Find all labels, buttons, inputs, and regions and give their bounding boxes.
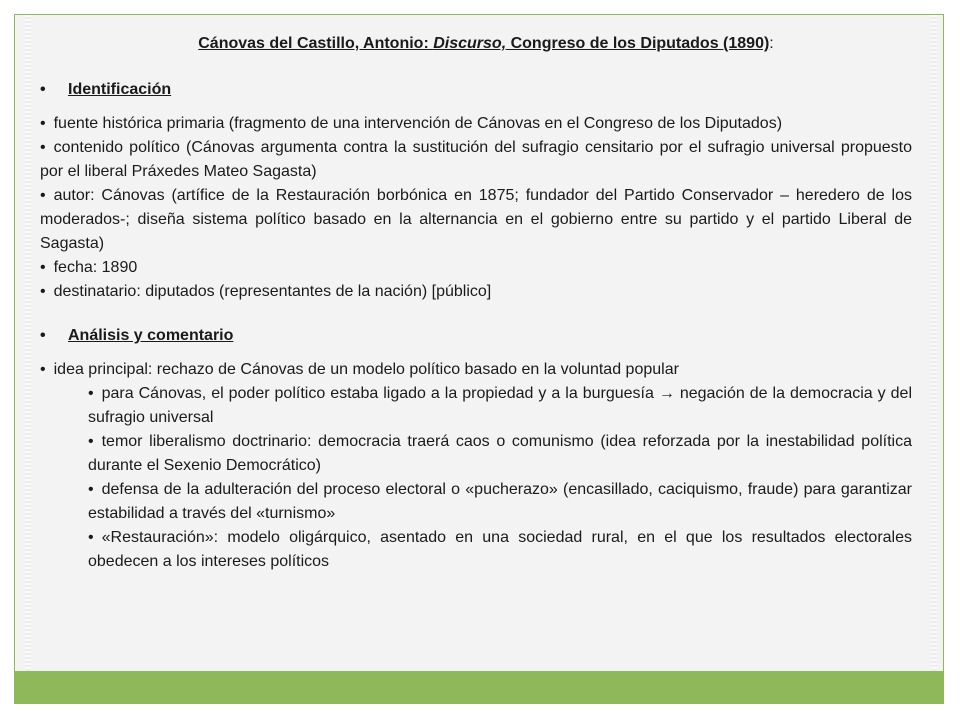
section-heading-label: Identificación [68,81,172,98]
section-heading-label: Análisis y comentario [68,327,234,344]
bullet-icon: • [40,283,46,300]
bullet-icon: • [40,259,46,276]
sub-list-item [40,430,912,478]
slide-content [40,32,912,574]
list-item [40,256,912,280]
sub-list-item-text: temor liberalismo doctrinario: democracia traerá caos o comunismo (idea reforzada por la inestabilidad política durante el Sexenio Democrático) [88,433,912,474]
bullet-icon: • [40,327,46,344]
footer-bar [14,671,944,704]
sub-list-item [40,526,912,574]
title-work: Discurso, [433,35,507,52]
sub-list-item [40,382,912,430]
list-item [40,280,912,304]
bullet-icon: • [88,481,94,498]
list-item-text: destinatario: diputados (representantes de la nación) [público] [53,283,492,300]
list-item-text: contenido político (Cánovas argumenta contra la sustitución del sufragio censitario por el sufragio universal propuesto por el liberal Práxedes Mateo Sagasta) [40,139,912,180]
list-item-text: fuente histórica primaria (fragmento de una intervención de Cánovas en el Congreso de los Diputados) [53,115,783,132]
section-heading-analisis [40,324,912,352]
section-heading-identificacion [40,78,912,106]
list-item-text: fecha: 1890 [53,259,138,276]
bullet-icon: • [40,81,46,98]
list-item-text: idea principal: rechazo de Cánovas de un modelo político basado en la voluntad popular [53,361,679,378]
bullet-icon: • [88,385,94,402]
list-item [40,112,912,136]
list-item [40,358,912,382]
list-item [40,184,912,256]
title-source: Congreso de los Diputados (1890) [506,35,770,52]
bullet-icon: • [40,187,46,204]
sub-list-item [40,478,912,526]
spacer [40,304,912,318]
bullet-icon: • [88,433,94,450]
sub-list-item-text: defensa de la adulteración del proceso electoral o «pucherazo» (encasillado, caciquismo, fraude) para garantizar estabilidad a través del «turnismo» [88,481,912,522]
slide-title [40,32,912,56]
list-item [40,136,912,184]
bullet-icon: • [40,361,46,378]
bullet-icon: • [40,139,46,156]
sub-list-item-text: para Cánovas, el poder político estaba ligado a la propiedad y a la burguesía → negación de la democracia y del sufragio universal [88,385,912,426]
list-item-text: autor: Cánovas (artífice de la Restauración borbónica en 1875; fundador del Partido Conservador – heredero de los moderados-; diseña sistema político basado en la alternancia en el gobierno entre su partido y el partido Liberal de Sagasta) [40,187,912,252]
bullet-icon: • [40,115,46,132]
title-author: Cánovas del Castillo, Antonio: [198,35,434,52]
title-colon: : [769,35,774,52]
sub-list-item-text: «Restauración»: modelo oligárquico, asentado en una sociedad rural, en el que los resultados electorales obedecen a los intereses políticos [88,529,912,570]
bullet-icon: • [88,529,94,546]
